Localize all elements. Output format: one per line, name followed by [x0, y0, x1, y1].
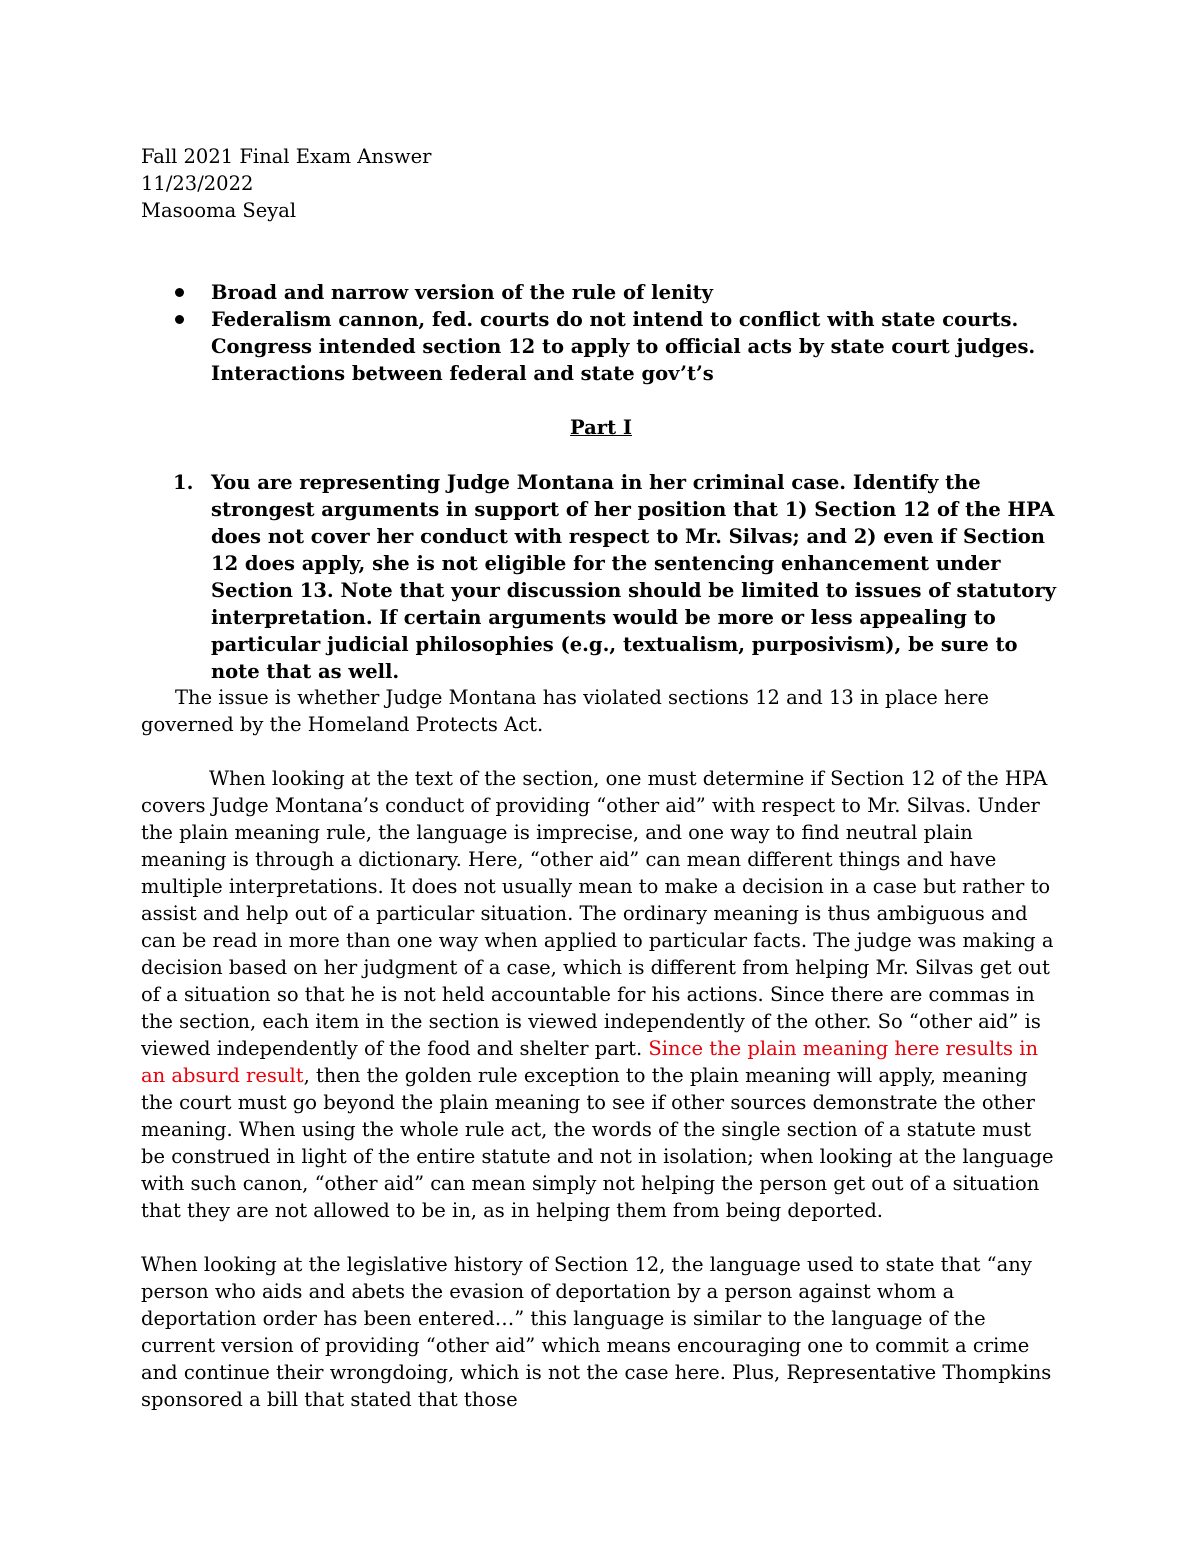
paragraph-text: When looking at the text of the section, one must determine if Section 12 of the HPA covers Judge Montana’s conduct of providing “other aid” with respect to Mr. Silvas. Under the plain meaning rule, the language is imprecise, and one way to find neutral plain meaning is through a dictionary. Here, “other aid” can mean different things and have multiple interpretations. It does not usually mean to make a decision in a case but rather to assist and help out of a particular situation. The ordinary meaning is thus ambiguous and can be read in more than one way when applied to particular facts. The judge was making a decision based on her judgment of a case, which is different from helping Mr. Silvas get out of a situation so that he is not held accountable for his actions. Since there are commas in the section, each item in the section is viewed independently of the other. So “other aid” is viewed independently of the food and shelter part.	[141, 767, 1054, 1060]
document-header	[141, 143, 1061, 224]
bullet-text: Federalism cannon, fed. courts do not intend to conflict with state courts. Congress intended section 12 to apply to official acts by state court judges. Interactions between federal and state gov’t’s	[211, 308, 1036, 385]
bullet-text: Broad and narrow version of the rule of lenity	[211, 281, 713, 304]
paragraph-text: , then the golden rule exception to the plain meaning will apply, meaning the court must go beyond the plain meaning to see if other sources demonstrate the other meaning. When using the whole rule act, the words of the single section of a statute must be construed in light of the entire statute and not in isolation; when looking at the language with such canon, “other aid” can mean simply not helping the person get out of a situation that they are not allowed to be in, as in helping them from being deported.	[141, 1064, 1054, 1222]
part-heading: Part I	[570, 416, 632, 439]
bullet-icon	[175, 288, 184, 297]
question-number: 1.	[173, 471, 194, 494]
document-title: Fall 2021 Final Exam Answer	[141, 145, 432, 168]
highlighted-text: Since the plain meaning here results in an absurd result	[141, 1037, 1039, 1087]
list-item	[211, 279, 1071, 306]
list-item	[211, 306, 1071, 387]
question-text: You are representing Judge Montana in her criminal case. Identify the strongest arguments in support of her position that 1) Section 12 of the HPA does not cover her conduct with respect to Mr. Silvas; and 2) even if Section 12 does apply, she is not eligible for the sentencing enhancement under Section 13. Note that your discussion should be limited to issues of statutory interpretation. If certain arguments would be more or less appealing to particular judicial philosophies (e.g., textualism, purposivism), be sure to note that as well.	[211, 471, 1056, 683]
answer-paragraph-text-analysis	[141, 765, 1061, 1224]
answer-paragraph-legislative-history: When looking at the legislative history of Section 12, the language used to state that “any person who aids and abets the evasion of deportation by a person against whom a deportation order has been entered…” this language is similar to the language of the current version of providing “other aid” which means encouraging one to commit a crime and continue their wrongdoing, which is not the case here. Plus, Representative Thompkins sponsored a bill that stated that those	[141, 1253, 1052, 1411]
notes-bullet-list	[211, 279, 1071, 387]
bullet-icon	[175, 315, 184, 324]
document-content	[141, 143, 1061, 1411]
document-author: Masooma Seyal	[141, 199, 297, 222]
exam-question	[173, 469, 1071, 685]
answer-paragraph-issue: The issue is whether Judge Montana has violated sections 12 and 13 in place here governed by the Homeland Protects Act.	[141, 686, 989, 736]
document-date: 11/23/2022	[141, 172, 254, 195]
